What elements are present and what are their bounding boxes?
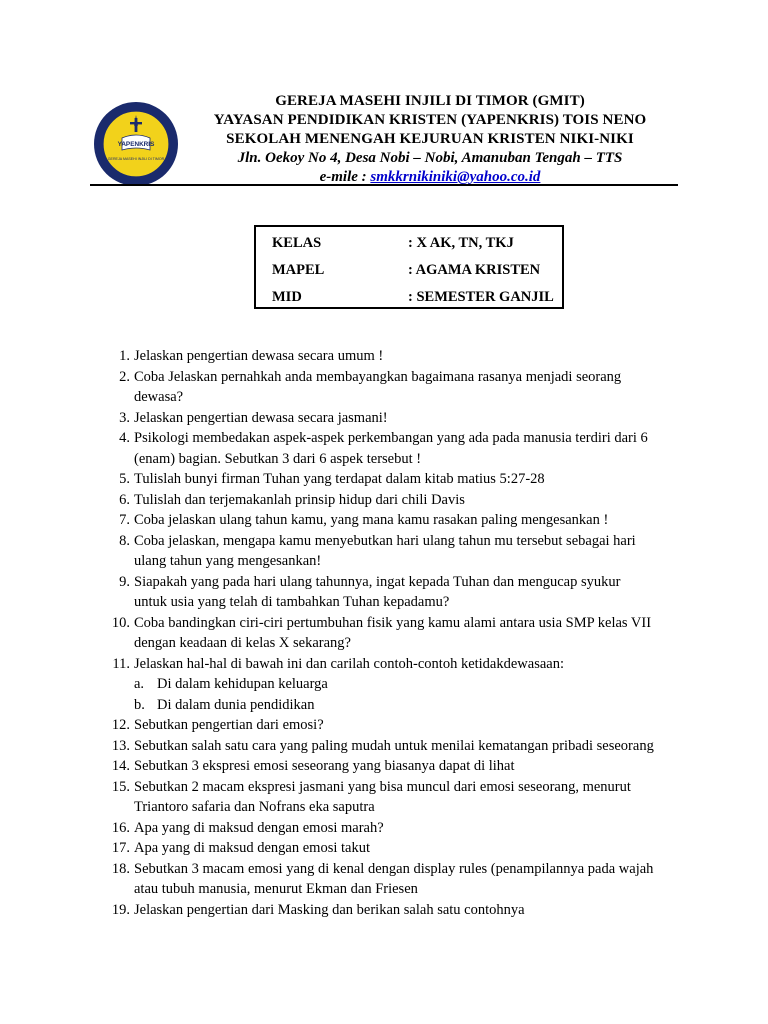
question-item <box>100 367 690 408</box>
school-address: Jln. Oekoy No 4, Desa Nobi – Nobi, Amanuban Tengah – TTS <box>237 150 623 166</box>
info-value: : X AK, TN, TKJ <box>408 235 514 251</box>
question-number: 2. <box>119 368 130 385</box>
question-item <box>100 777 690 818</box>
info-value: : AGAMA KRISTEN <box>408 262 541 278</box>
question-number: 12. <box>111 717 130 733</box>
question-number: 18. <box>111 860 130 877</box>
question-text-line: Psikologi membedakan aspek-aspek perkembangan yang ada pada manusia terdiri dari 6 <box>134 430 648 446</box>
question-number: 3. <box>119 409 130 426</box>
question-text-line: (enam) bagian. Sebutkan 3 dari 6 aspek tersebut ! <box>134 450 422 467</box>
question-text-line: Sebutkan 3 macam emosi yang di kenal dengan display rules (penampilannya pada wajah <box>134 860 654 877</box>
question-text-line: Siapakah yang pada hari ulang tahunnya, ingat kepada Tuhan dan mengucap syukur <box>134 573 621 590</box>
church-name: GEREJA MASEHI INJILI DI TIMOR (GMIT) <box>275 93 585 109</box>
question-item <box>100 756 690 777</box>
sub-question-text: Di dalam kehidupan keluarga <box>157 676 328 692</box>
question-item <box>100 859 690 900</box>
question-number: 10. <box>111 614 130 631</box>
question-text-line: Apa yang di maksud dengan emosi takut <box>134 840 370 856</box>
question-text-line: Coba Jelaskan pernahkah anda membayangkan bagaimana rasanya menjadi seorang <box>134 368 622 385</box>
question-number: 7. <box>119 512 130 528</box>
question-number: 4. <box>119 430 130 446</box>
question-text-line: dewasa? <box>134 389 184 405</box>
question-number: 6. <box>119 491 130 508</box>
question-item <box>100 900 690 921</box>
question-number: 8. <box>119 532 130 549</box>
question-text-line: Jelaskan pengertian dari Masking dan berikan salah satu contohnya <box>134 901 525 918</box>
question-number: 11. <box>112 655 130 672</box>
school-name: SEKOLAH MENENGAH KEJURUAN KRISTEN NIKI-NIKI <box>226 131 634 147</box>
question-number: 16. <box>111 819 130 836</box>
exam-info-box <box>254 225 564 309</box>
info-value: : SEMESTER GANJIL <box>408 289 554 305</box>
question-text-line: Jelaskan pengertian dewasa secara jasmani! <box>134 409 388 426</box>
email-link[interactable]: smkkrnikiniki@yahoo.co.id <box>370 169 541 185</box>
logo-lower-text: GEREJA MASEHI INJILI DI TIMOR <box>107 157 165 161</box>
question-number: 19. <box>111 901 130 918</box>
question-number: 17. <box>111 840 130 856</box>
question-item <box>100 715 690 736</box>
question-item <box>100 736 690 757</box>
question-number: 14. <box>111 758 130 774</box>
question-item <box>100 613 690 654</box>
question-text-line: ulang tahun yang mengesankan! <box>134 553 322 569</box>
question-text-line: Triantoro safaria dan Nofrans eka saputra <box>134 799 375 815</box>
question-item <box>100 428 690 469</box>
question-item <box>100 408 690 429</box>
email-label: e-mile : <box>319 169 371 185</box>
question-text-line: Sebutkan 2 macam ekspresi jasmani yang bisa muncul dari emosi seseorang, menurut <box>134 778 631 795</box>
info-label: MAPEL <box>272 262 325 278</box>
question-text-line: Sebutkan 3 ekspresi emosi seseorang yang biasanya dapat di lihat <box>134 758 515 774</box>
question-text-line: Sebutkan pengertian dari emosi? <box>134 717 324 733</box>
sub-question-letter: b. <box>134 696 145 713</box>
yapenkris-seal-icon <box>92 100 180 188</box>
question-item <box>100 531 690 572</box>
school-logo <box>92 100 180 188</box>
question-item <box>100 490 690 511</box>
question-number: 1. <box>119 348 130 364</box>
question-text-line: Coba bandingkan ciri-ciri pertumbuhan fisik yang kamu alami antara usia SMP kelas VII <box>134 614 652 631</box>
question-list <box>100 346 690 920</box>
question-item <box>100 654 690 675</box>
foundation-name: YAYASAN PENDIDIKAN KRISTEN (YAPENKRIS) TOIS NENO <box>213 112 647 128</box>
logo-center-text: YAPENKRIS <box>117 141 155 148</box>
question-text-line: Apa yang di maksud dengan emosi marah? <box>134 819 384 836</box>
question-text-line: Coba jelaskan, mengapa kamu menyebutkan hari ulang tahun mu tersebut sebagai hari <box>134 532 636 549</box>
question-text-line: dengan keadaan di kelas X sekarang? <box>134 635 351 651</box>
header-divider <box>90 184 678 186</box>
question-text-line: Coba jelaskan ulang tahun kamu, yang mana kamu rasakan paling mengesankan ! <box>134 512 609 528</box>
info-label: KELAS <box>272 235 322 251</box>
question-number: 9. <box>119 573 130 590</box>
question-number: 13. <box>111 737 130 754</box>
sub-question-item <box>100 674 690 695</box>
question-item <box>100 818 690 839</box>
sub-question-text: Di dalam dunia pendidikan <box>157 696 315 713</box>
question-text-line: Tulislah bunyi firman Tuhan yang terdapat dalam kitab matius 5:27-28 <box>134 471 545 487</box>
question-text-line: untuk usia yang telah di tambahkan Tuhan kepadamu? <box>134 594 450 610</box>
question-number: 5. <box>119 471 130 487</box>
question-text-line: Jelaskan hal-hal di bawah ini dan carilah contoh-contoh ketidakdewasaan: <box>134 655 565 672</box>
sub-question-item <box>100 695 690 716</box>
question-text-line: atau tubuh manusia, menurut Ekman dan Friesen <box>134 881 418 897</box>
info-label: MID <box>272 289 302 305</box>
sub-question-letter: a. <box>134 676 145 692</box>
question-text-line: Sebutkan salah satu cara yang paling mudah untuk menilai kematangan pribadi seseorang <box>134 737 654 754</box>
question-number: 15. <box>111 778 130 795</box>
letterhead <box>190 92 670 187</box>
question-text-line: Jelaskan pengertian dewasa secara umum ! <box>134 348 384 364</box>
question-item <box>100 346 690 367</box>
question-item <box>100 572 690 613</box>
question-item <box>100 510 690 531</box>
question-item <box>100 838 690 859</box>
question-item <box>100 469 690 490</box>
question-text-line: Tulislah dan terjemakanlah prinsip hidup dari chili Davis <box>134 491 465 508</box>
